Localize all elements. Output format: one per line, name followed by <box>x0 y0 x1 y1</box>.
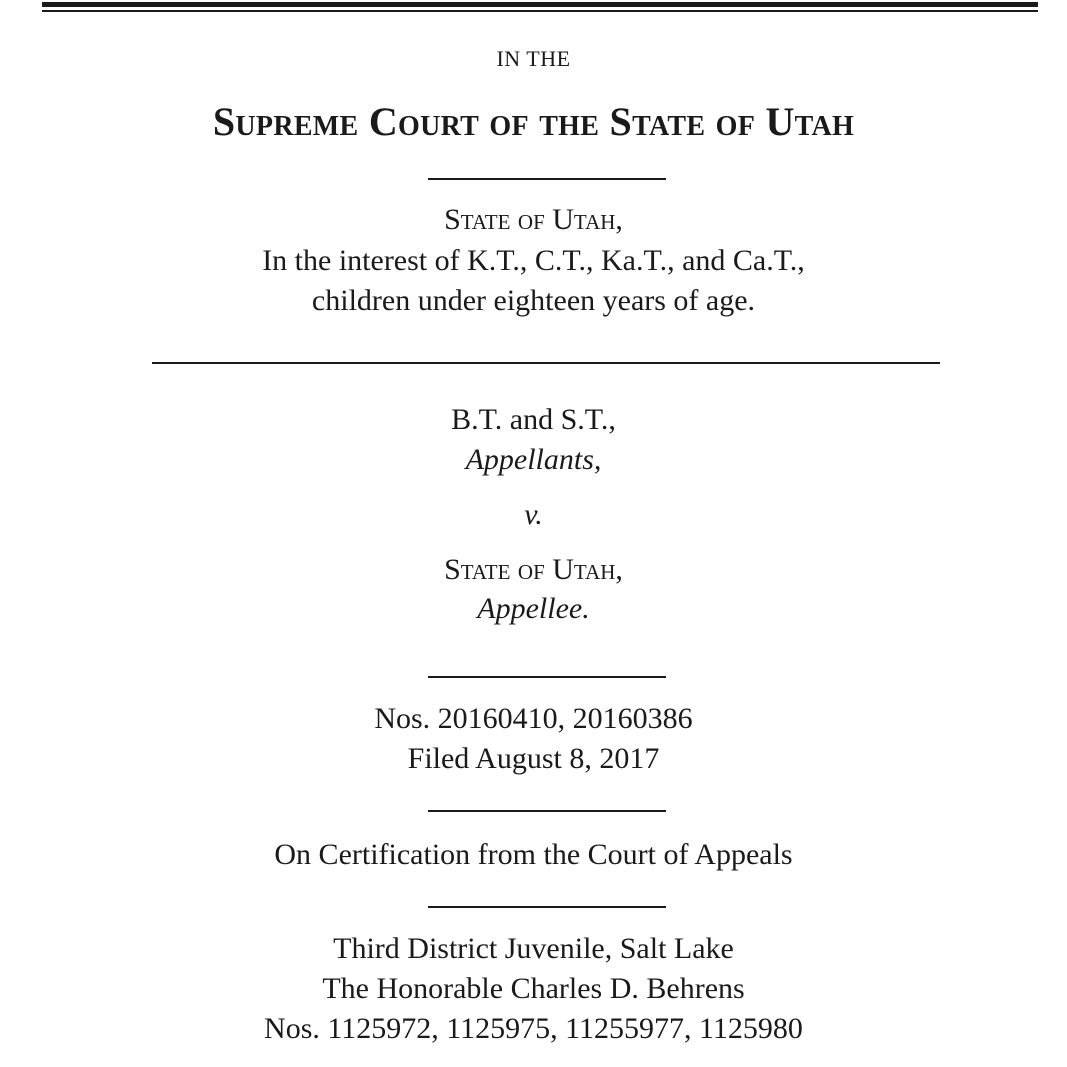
caption-children-line: children under eighteen years of age. <box>311 284 756 317</box>
divider-3 <box>428 810 666 812</box>
appellee-name: State of Utah, <box>444 553 623 586</box>
top-double-rule-thin <box>42 10 1038 12</box>
appellants-role: Appellants, <box>465 443 602 476</box>
in-the-label: IN THE <box>496 46 571 71</box>
court-title: Supreme Court of the State of Utah <box>212 99 855 144</box>
lower-court-judge: The Honorable Charles D. Behrens <box>322 972 745 1005</box>
certification-text: On Certification from the Court of Appeals <box>274 838 793 871</box>
caption-party: State of Utah, <box>444 203 623 236</box>
caption-divider <box>152 362 940 364</box>
filed-date: Filed August 8, 2017 <box>407 742 660 775</box>
divider-4 <box>428 906 666 908</box>
case-numbers: Nos. 20160410, 20160386 <box>374 702 693 735</box>
divider-2 <box>428 676 666 678</box>
versus-label: v. <box>524 498 543 531</box>
top-double-rule-thick <box>42 2 1038 7</box>
divider-1 <box>428 178 666 180</box>
lower-court-name: Third District Juvenile, Salt Lake <box>333 932 734 965</box>
appellants-names: B.T. and S.T., <box>451 403 616 436</box>
appellee-role: Appellee. <box>477 592 590 625</box>
lower-court-numbers: Nos. 1125972, 1125975, 11255977, 1125980 <box>264 1012 803 1045</box>
caption-interest-line: In the interest of K.T., C.T., Ka.T., and Ca.T., <box>262 244 805 277</box>
